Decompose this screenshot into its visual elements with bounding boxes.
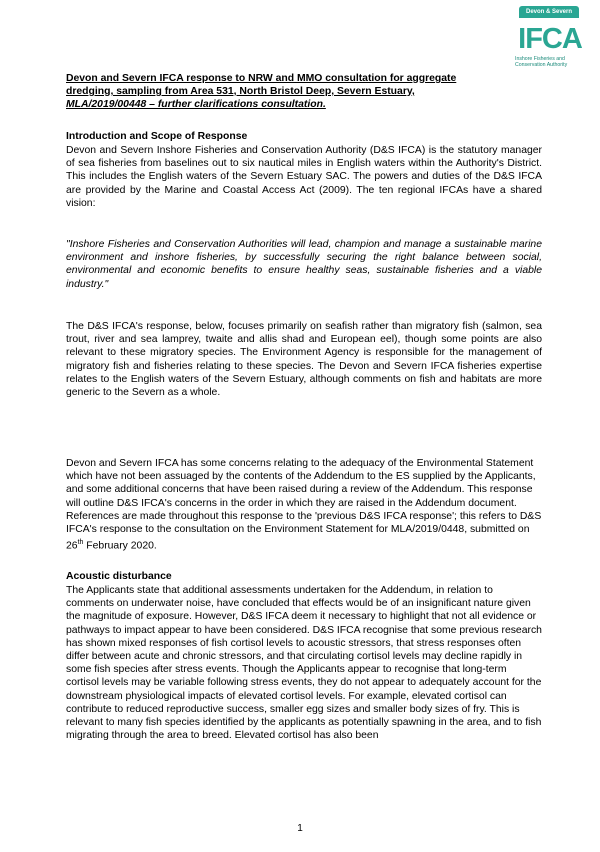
concerns-text-end: February 2020.	[83, 540, 157, 552]
shared-vision-quote: "Inshore Fisheries and Conservation Authorities will lead, champion and manage a sustainable marine environment and inshore fisheries, by successfully securing the right balance between social, environmental and economic benefits to ensure healthy seas, sustainable fisheries and a viable industry."	[66, 239, 542, 290]
ifca-logo	[510, 6, 588, 78]
scope-paragraph: The D&S IFCA's response, below, focuses primarily on seafish rather than migratory fish (salmon, sea trout, river and sea lamprey, twaite and allis shad and European eel), though some points are also relevant to these migratory species. The Environment Agency is responsible for the management of migratory fish and fisheries relating to these species. The Devon and Severn IFCA fisheries expertise relates to the English waters of the Severn Estuary, although comments on fish and habitats are more generic to the Severn as a whole.	[66, 321, 542, 399]
section-heading-acoustic: Acoustic disturbance	[66, 571, 172, 582]
logo-caption	[515, 56, 587, 68]
logo-banner: Devon & Severn	[519, 6, 579, 18]
ifca-wordmark-icon	[515, 20, 585, 54]
title-line2: dredging, sampling from Area 531, North Bristol Deep, Severn Estuary,	[66, 86, 415, 97]
date-superscript: th	[77, 539, 84, 547]
concerns-text: Devon and Severn IFCA has some concerns relating to the adequacy of the Environmental Statement which have not been assuaged by the contents of the Addendum to the ES supplied by the Applicants, and some additional concerns that have been raised during a review of the Addendum. This response will outline D&S IFCA's concerns in the order in which they are raised in the Addendum document. References are made throughout this response to the 'previous D&S IFCA response'; this refers to D&S IFCA's response to the consultation on the Environment Statement for MLA/2019/0448, submitted on 26	[66, 458, 542, 552]
page-number: 1	[297, 823, 303, 834]
logo-caption-line1: Inshore Fisheries and	[515, 56, 565, 62]
acoustic-paragraph: The Applicants state that additional assessments undertaken for the Addendum, in relation to comments on underwater noise, have concluded that effects would be of an insignificant nature given the magnitude of exposure. However, D&S IFCA deem it necessary to highlight that not all evidence or pathways to impact appear to have been considered. D&S IFCA recognise that some previous research has shown mixed responses of fish cortisol levels to acoustic stressors, that stress responses often differ between acute and chronic stressors, and that circulating cortisol levels may decline rapidly in some fish species after stress events. Though the Applicants appear to recognise that long-term cortisol levels may be variable following stress events, they do not appear to adequately account for the downstream physiological impacts of elevated cortisol levels. For example, elevated cortisol can contribute to reduced reproductive success, smaller egg sizes and smaller body sizes of fry. This is relevant to many fish species identified by the applicants as potentially spawning in the area, and to fish migrating through the area to breed. Elevated cortisol has also been	[66, 585, 542, 742]
intro-paragraph: Devon and Severn Inshore Fisheries and Conservation Authority (D&S IFCA) is the statutory manager of sea fisheries from baselines out to six nautical miles in English waters within the Authority's District. This includes the English waters of the Severn Estuary SAC. The powers and duties of the D&S IFCA are provided by the Marine and Coastal Access Act (2009). The ten regional IFCAs have a shared vision:	[66, 145, 542, 209]
logo-caption-line2: Conservation Authority	[515, 62, 568, 68]
section-heading-introduction: Introduction and Scope of Response	[66, 131, 248, 142]
concerns-paragraph	[66, 457, 542, 553]
svg-text:IFCA: IFCA	[518, 23, 582, 54]
title-line1: Devon and Severn IFCA response to NRW and MMO consultation for aggregate	[66, 73, 457, 84]
document-title	[66, 72, 506, 111]
title-line3: MLA/2019/00448 – further clarifications consultation.	[66, 99, 326, 110]
logo-mark	[515, 20, 585, 54]
